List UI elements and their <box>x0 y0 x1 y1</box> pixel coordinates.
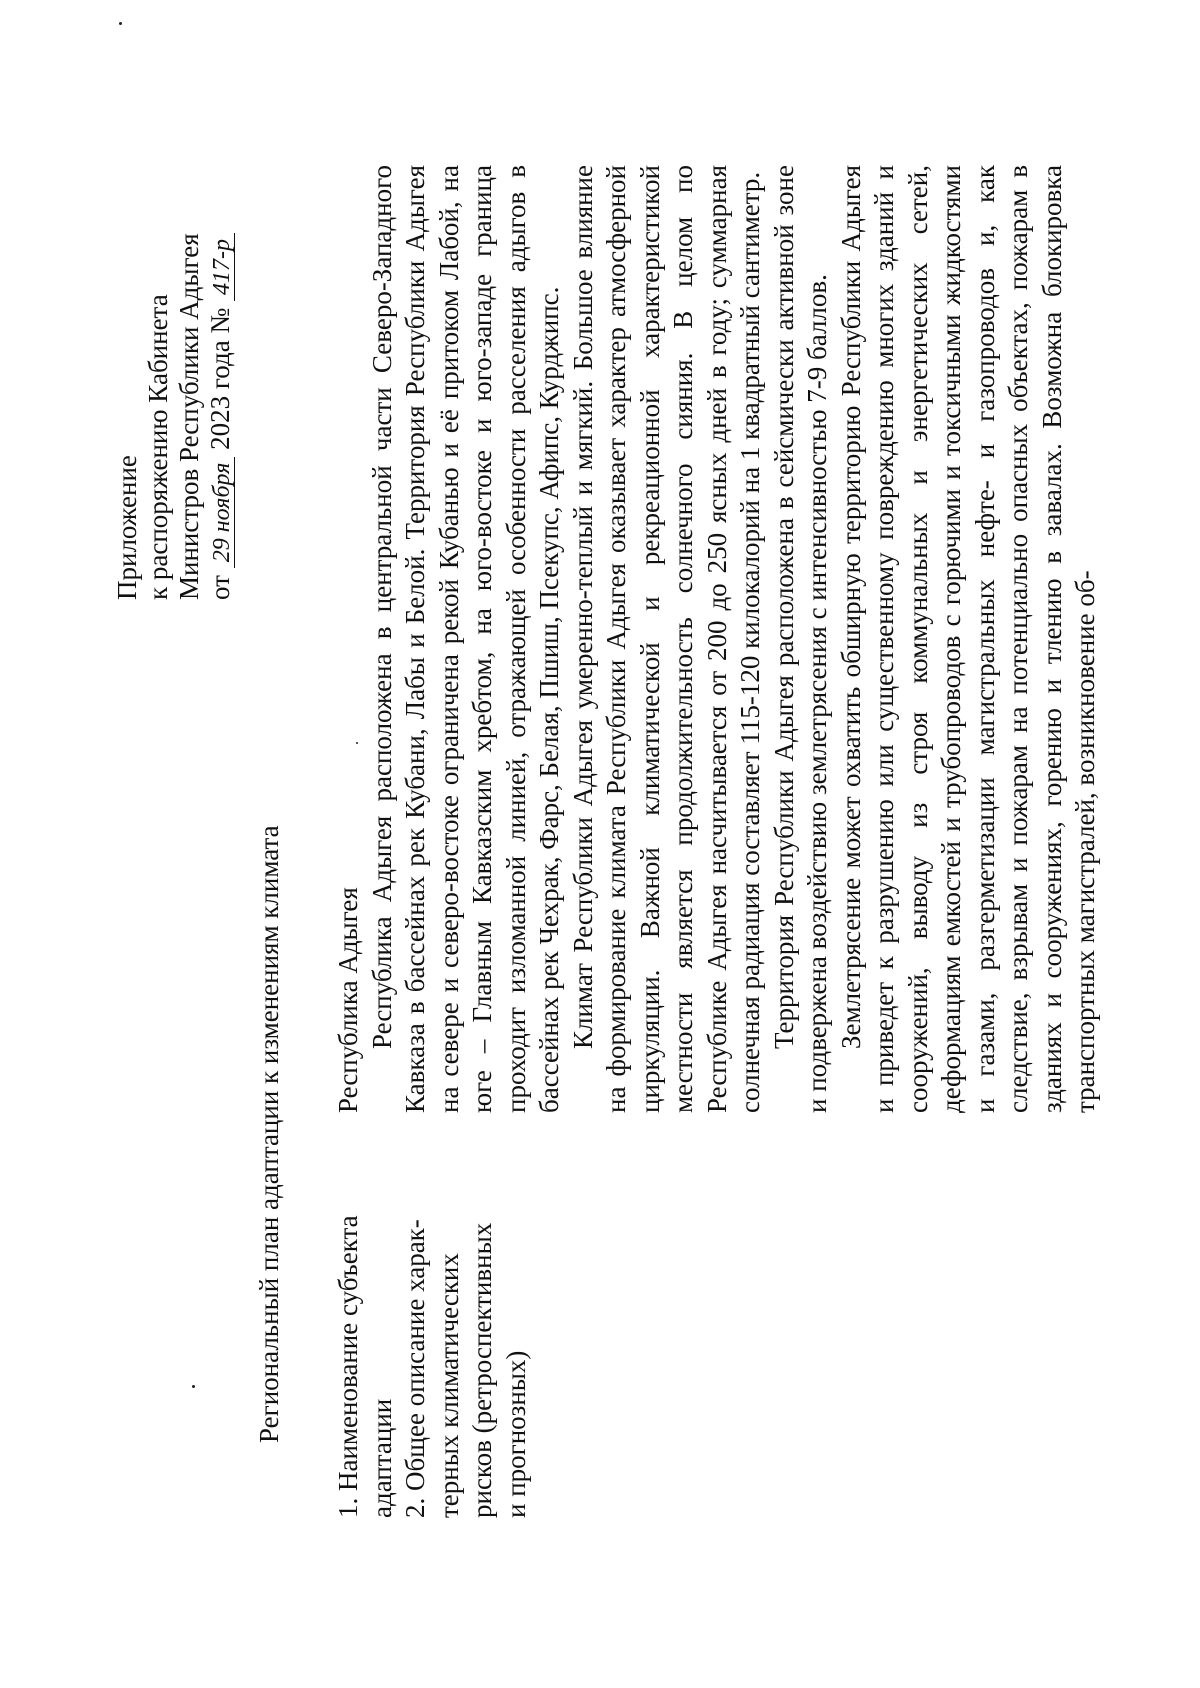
document-title: Региональный план адаптации к изменениям климата <box>254 825 284 1443</box>
row-2-label-line-3: рисков (ретроспективных <box>467 1222 497 1518</box>
approval-line-ministers: Министров Республики Адыгея <box>174 233 204 600</box>
approval-year-label: 2023 года № <box>205 307 235 450</box>
approval-date-prefix: от <box>205 575 235 600</box>
row-2-label-line-1: 2. Общее описание харак- <box>400 1219 430 1518</box>
risk-paragraph-geography: Республика Адыгея расположена в центральной части Северо-Западного Кавказа в бассейнах рек Кубани, Лабы и Белой. Территория Республики Адыгея на севере и северо-востоке ограничена рекой Кубанью и её притоком Лабой, на юге – Главным Кавказским хребтом, на юго-востоке и юго-западе граница проходит изломанной линией, отражающей особенности расселения адыгов в бассейнах рек Чехрак, Фарс, Белая, Пшиш, Псекупс, Афипс, Курджипс. <box>366 165 564 1113</box>
row-2-label-line-4: и прогнозных) <box>500 1350 531 1518</box>
row-1-value: Республика Адыгея <box>333 887 363 1113</box>
row-2-label-line-2: терных климатических <box>433 1253 464 1518</box>
row-1-label-line-1: 1. Наименование субъекта <box>333 1215 363 1518</box>
row-labels-column <box>332 1118 533 1518</box>
row-1-label-line-2: адаптации <box>366 1398 397 1518</box>
risk-paragraph-climate: Климат Республики Адыгея умеренно-теплый и мягкий. Большое влияние на формирование климата Республики Адыгея оказывает характер атмосферной циркуляции. Важной климатической и рекреационной характеристикой местности является продолжительность солнечного сияния. В целом по Республике Адыгея насчитывается от 200 до 250 ясных дней в году; суммарная солнечная радиация составляет 115-120 килокалорий на 1 квадратный сантиметр. <box>567 165 765 1113</box>
approval-order-number: 417-р <box>210 233 235 301</box>
approval-line-order: к распоряжению Кабинета <box>143 294 173 600</box>
approval-stamp-block <box>112 100 236 600</box>
approval-line-date <box>205 100 236 600</box>
risk-paragraph-seismic: Территория Республики Адыгея расположена в сейсмически активной зоне и подвержена воздействию землетрясения с интенсивностью 7-9 баллов. <box>768 165 832 1113</box>
approval-line-appendix: Приложение <box>112 455 142 600</box>
risk-paragraph-earthquake: Землетрясение может охватить обширную территорию Республики Адыгея и приведет к разрушению или существенному повреждению многих зданий и сооружений, выводу из строя коммунальных и энергетических сетей, деформациям емкостей и трубопроводов с горючими и токсичными жидкостями и газами, разгерметизации магистральных нефте- и газопроводов и, как следствие, взрывам и пожарам на потенциально опасных объектах, пожарам в зданиях и сооружениях, горению и тлению в завалах. Возможна блокировка транспортных магистралей, возникновение об- <box>835 165 1100 1113</box>
row-values-column <box>332 165 1103 1113</box>
approval-date-handwritten: 29 ноября <box>210 457 235 569</box>
